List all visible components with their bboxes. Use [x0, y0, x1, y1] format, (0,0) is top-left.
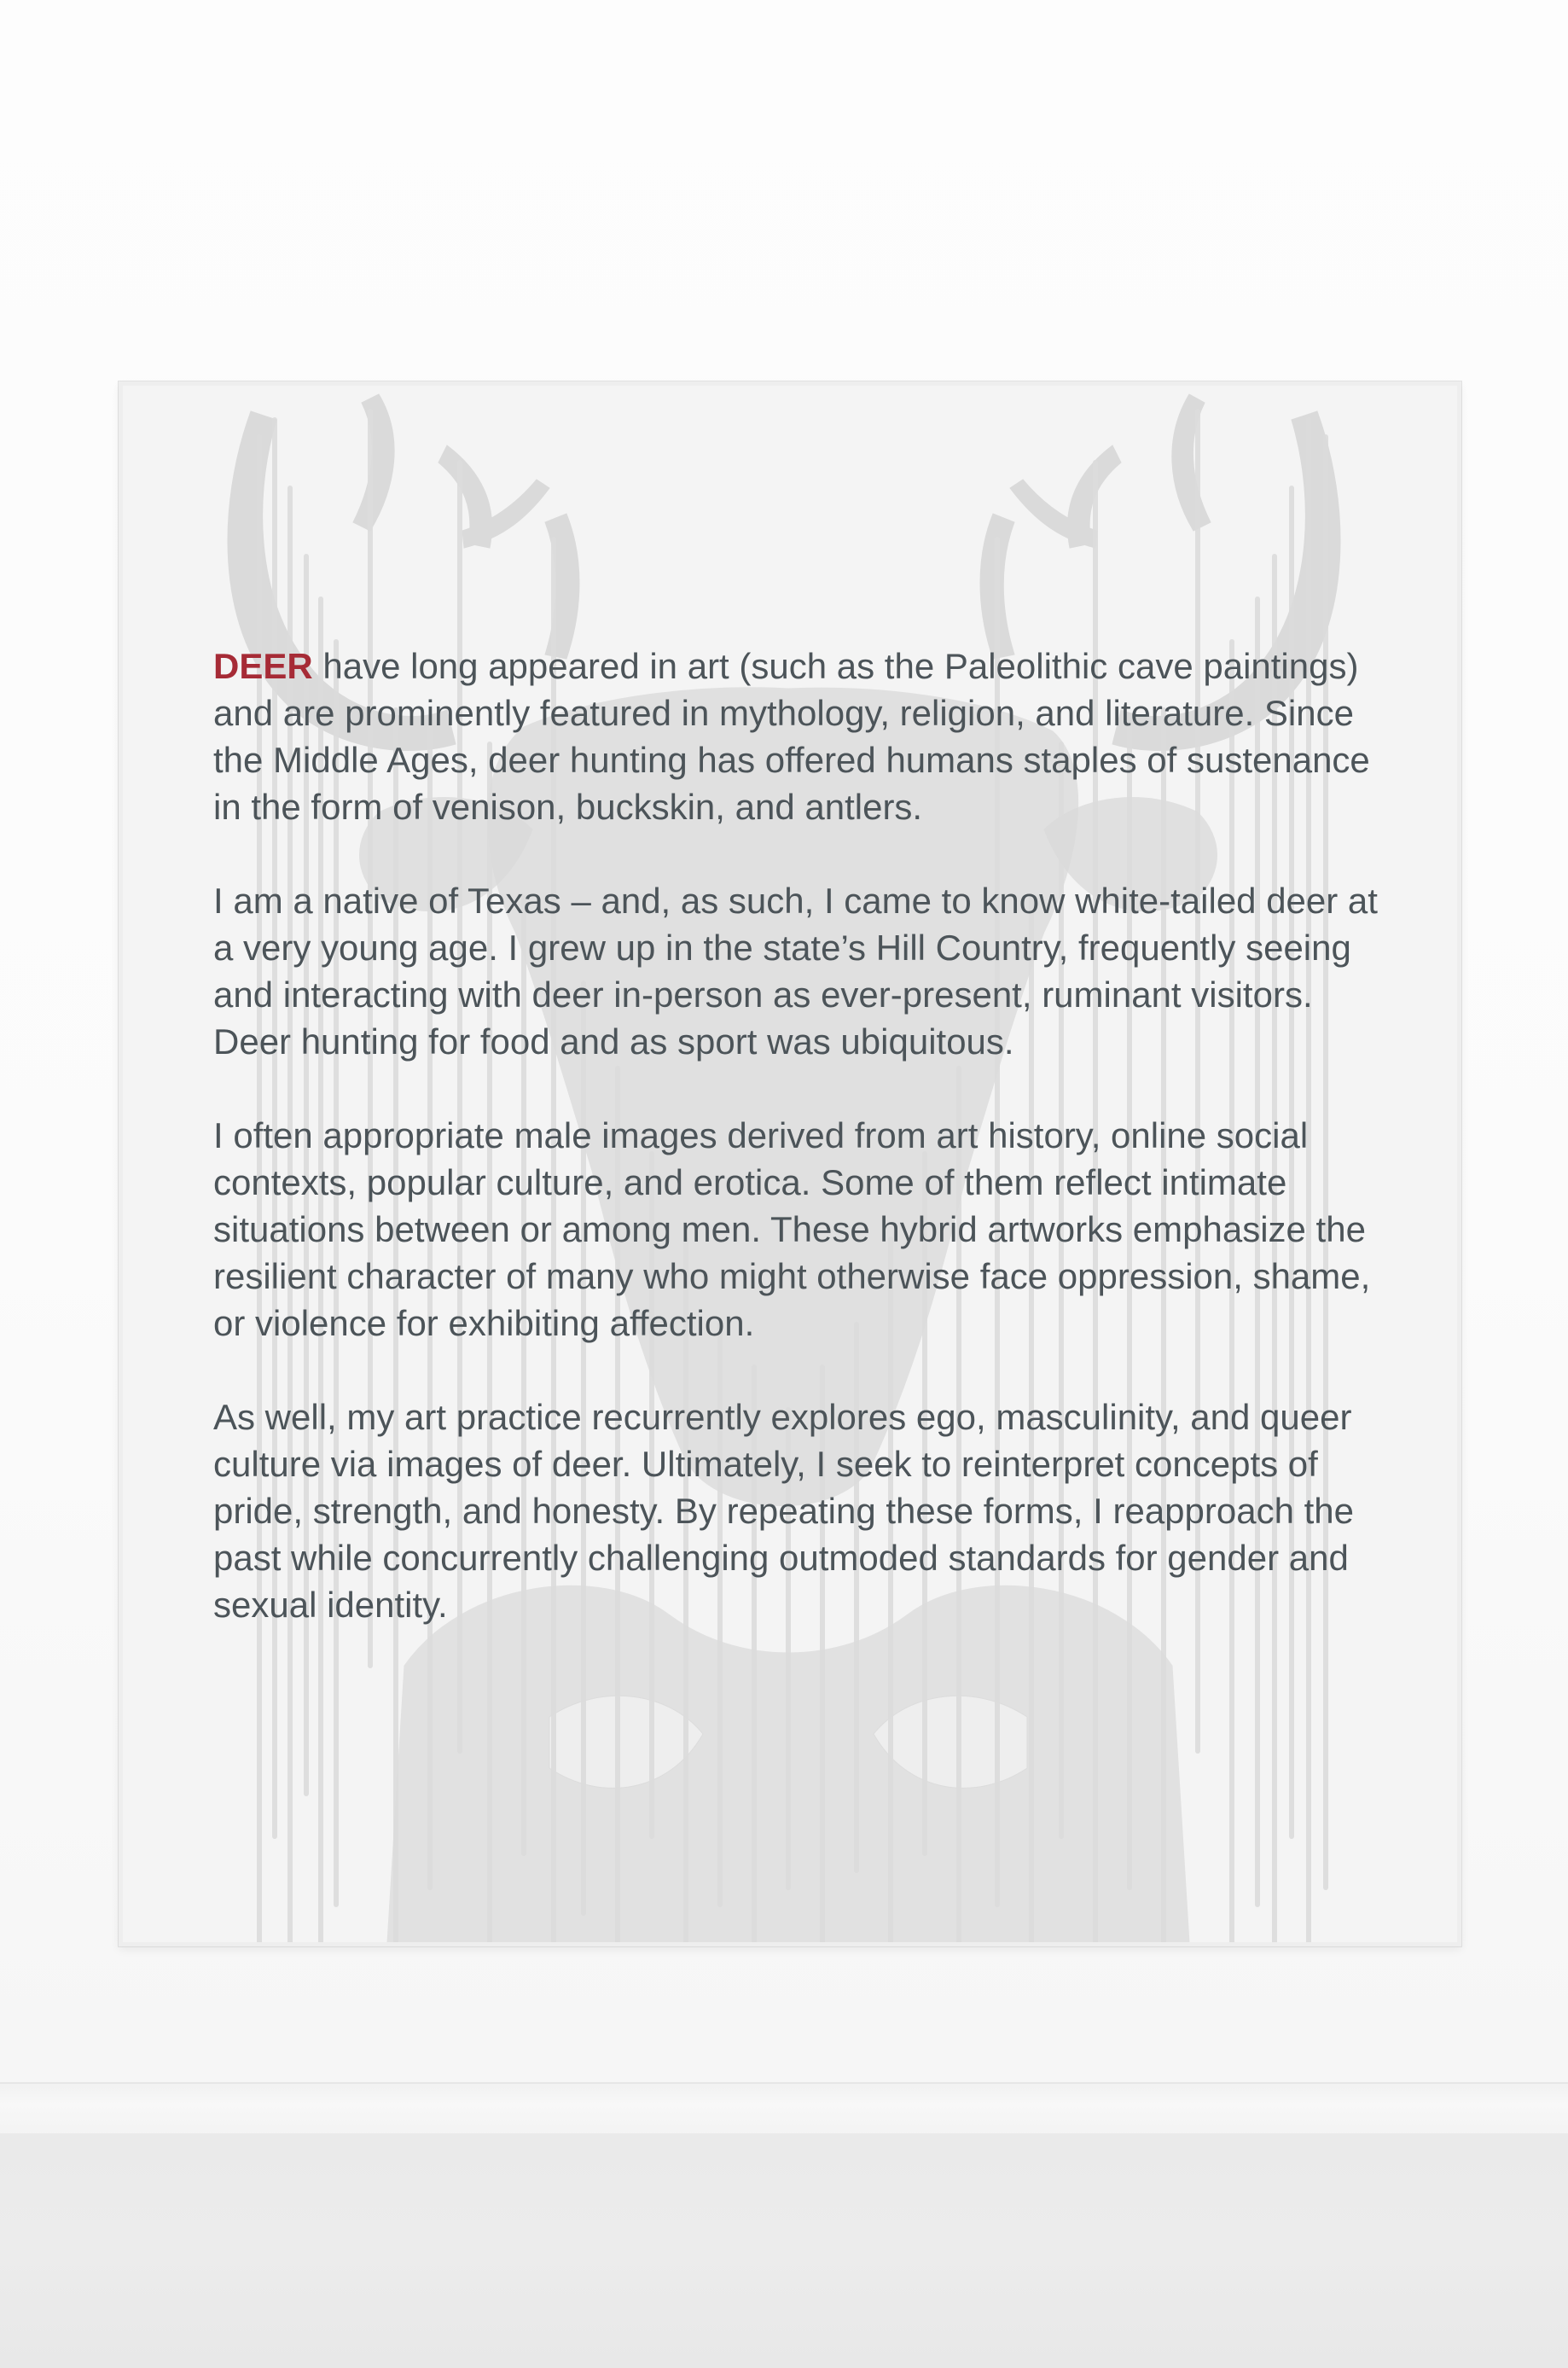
paragraph-1-text: have long appeared in art (such as the Paleolithic cave paintings) and are prominently featured in mythology, religion, and literature. Since the Middle Ages, deer hunting has offered humans staples of sustenance in the form of venison, buckskin, and antlers. [213, 646, 1370, 827]
statement-paragraph-2: I am a native of Texas – and, as such, I came to know white-tailed deer at a very young age. I grew up in the state’s Hill Country, frequently seeing and interacting with deer in-person as ever-present, ruminant visitors. Deer hunting for food and as sport was ubiquitous. [213, 881, 1378, 1062]
baseboard [0, 2082, 1568, 2135]
statement-paragraph-3: I often appropriate male images derived from art history, online social contexts, popular culture, and erotica. Some of them reflect intimate situations between or among men. These hybrid artworks emphasize the resilient character of many who might otherwise face oppression, shame, or violence for exhibiting affection. [213, 1115, 1371, 1343]
lead-word: DEER [213, 646, 313, 686]
statement-paragraph-1 [213, 643, 1382, 830]
statement-paragraph-4: As well, my art practice recurrently explores ego, masculinity, and queer culture via images of deer. Ultimately, I seek to reinterpret concepts of pride, strength, and honesty. By repeating these forms, I reapproach the past while concurrently challenging outmoded standards for gender and sexual identity. [213, 1397, 1355, 1625]
artist-statement [213, 643, 1382, 1675]
gallery-floor [0, 2133, 1568, 2368]
artwork-canvas [119, 381, 1461, 1946]
